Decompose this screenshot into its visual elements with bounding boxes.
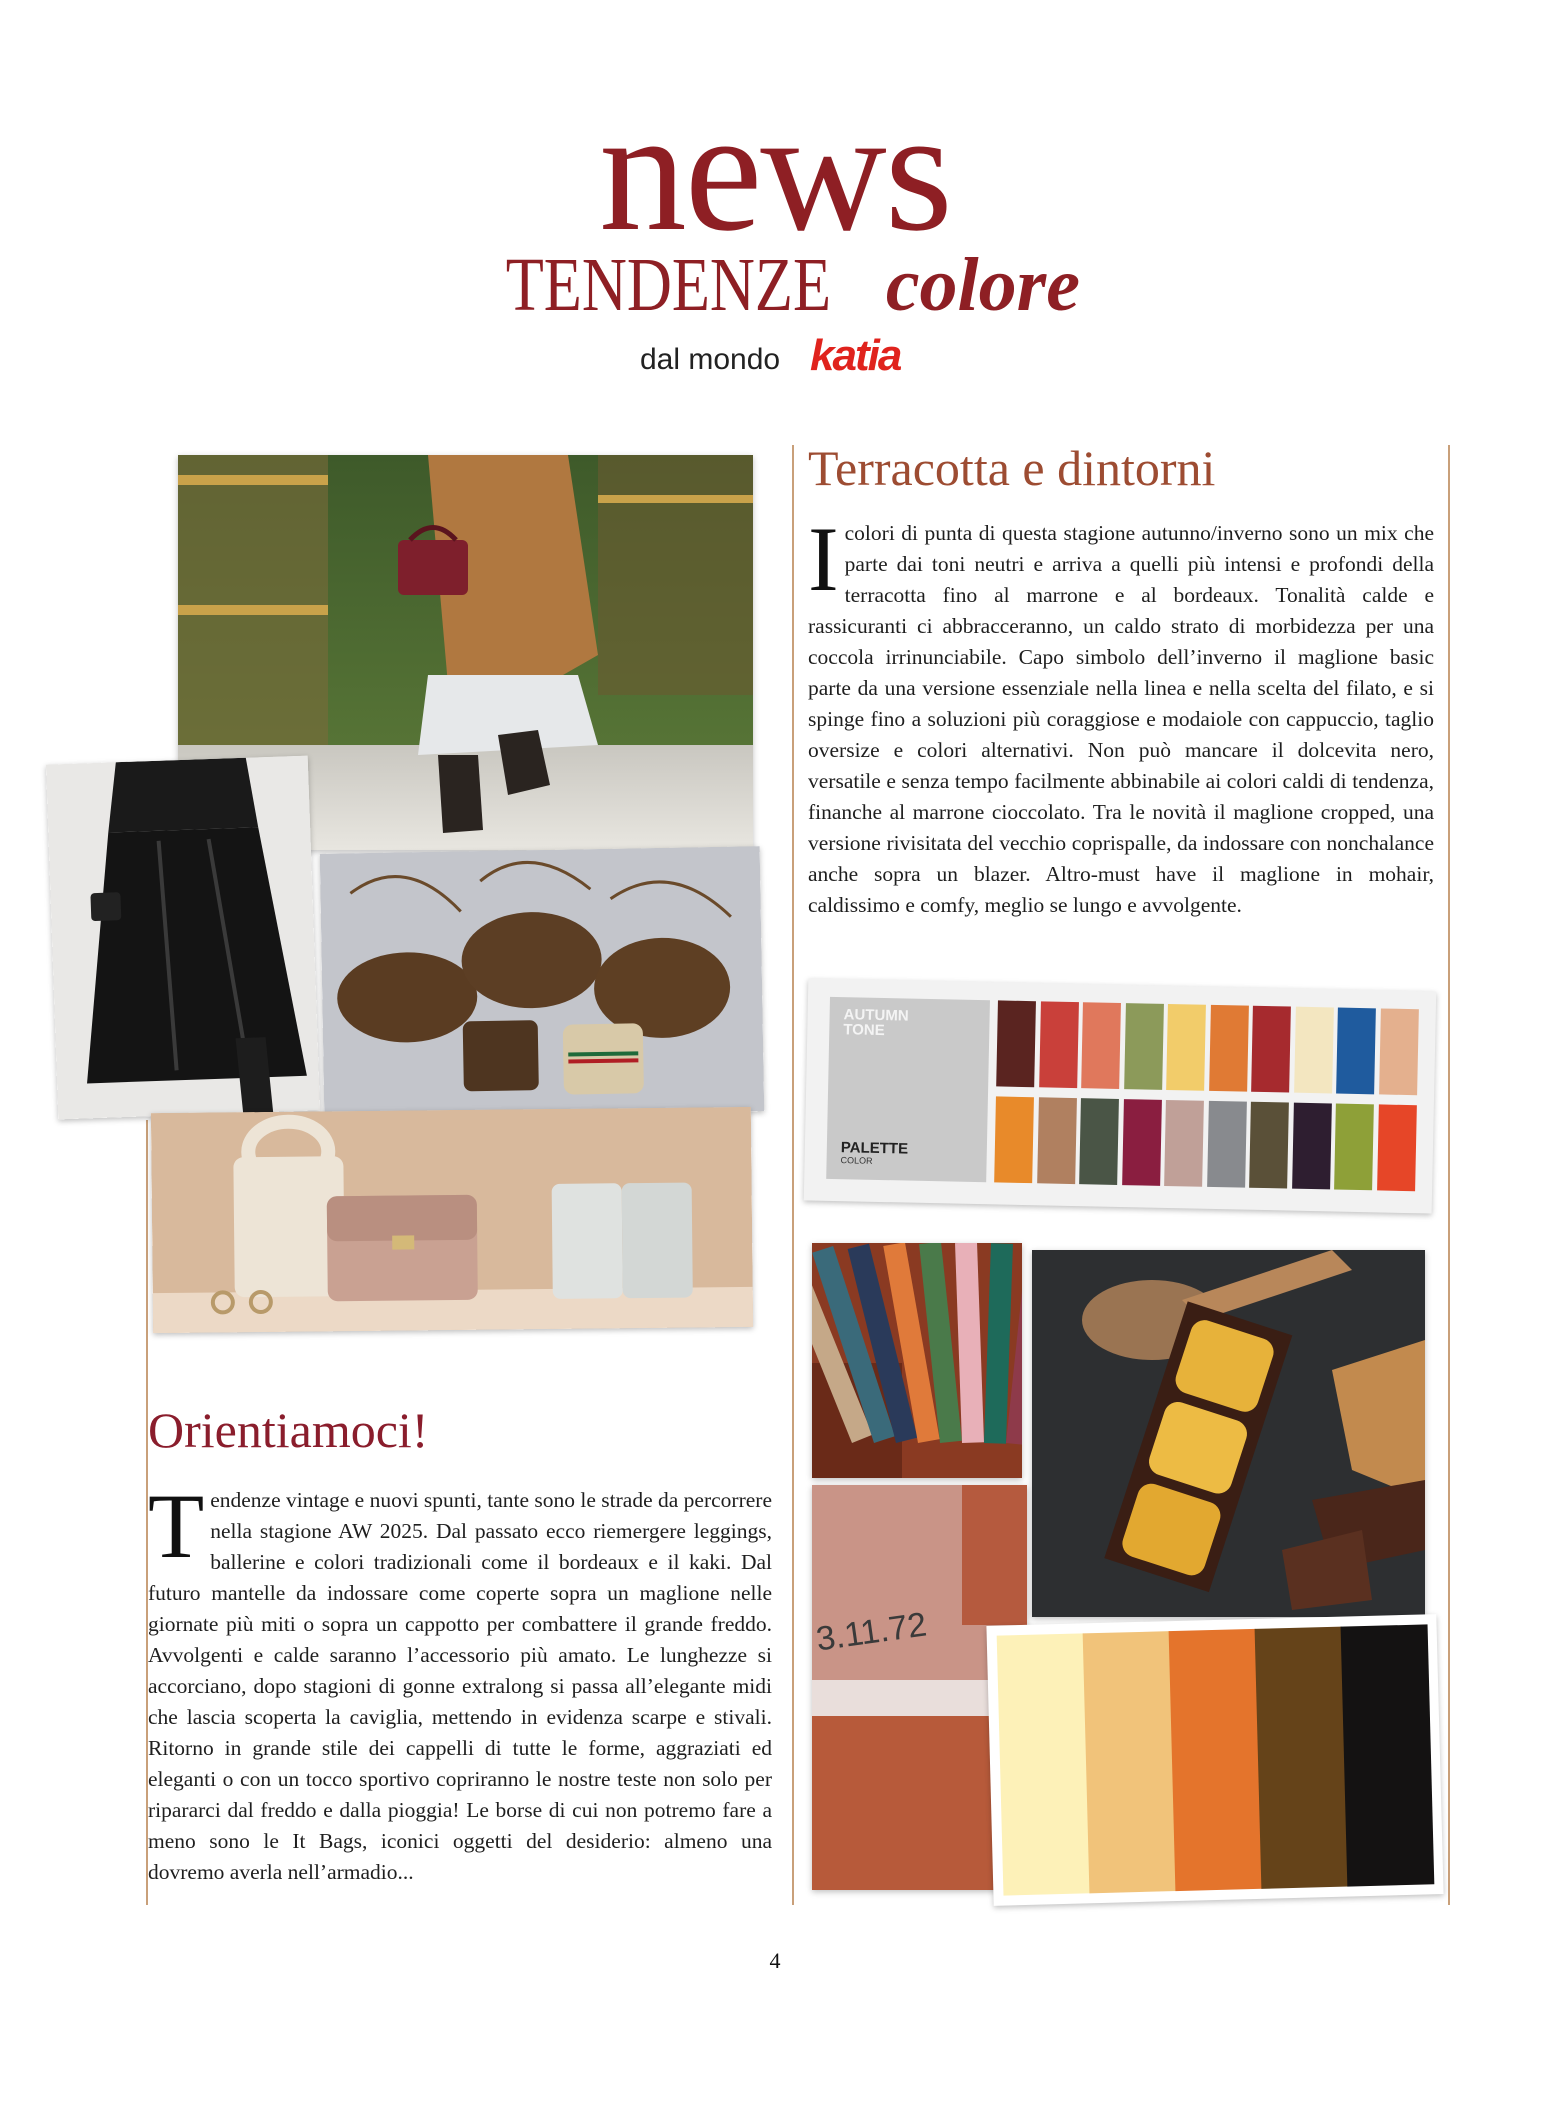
palette-swatch [1379, 1008, 1419, 1095]
article-text-orientiamoci: endenze vintage e nuovi spunti, tante sono le strade da percorrere nella stagione AW 2025. Dal passato ecco riemergere leggings, ballerine e colori tradizionali come il bordeaux e il kaki. Dal futuro mantelle da indossare come coperte sopra un maglione nelle giornate più miti o sopra un cappotto per combattere il grande freddo. Avvolgenti e calde saranno l’accessorio più amato. Le lunghezze si accorciano, dopo stagioni di gonne extralong si passa all’elegante midi che lascia scoperta la caviglia, mettendo in evidenza scarpe e stivali. Ritorno in grande stile dei cappelli di tutte le forme, aggraziati ed eleganti o con un tocco sportivo copriranno le nostre teste non solo per ripararci dal freddo e dalla pioggia! Le borse di cui non potremo fare a meno sono le It Bags, iconici oggetti del desiderio: almeno una dovremo averla nell’armadio... [148, 1488, 772, 1884]
color-stripes-card [986, 1614, 1443, 1906]
colore-word: colore [885, 243, 1080, 327]
katia-logo: katia [810, 331, 901, 380]
palette-swatch [1334, 1104, 1374, 1191]
masthead-news: news [599, 73, 951, 267]
article-body-orientiamoci [148, 1475, 772, 1888]
palette-swatch [1039, 1001, 1079, 1088]
palette-swatch [1037, 1097, 1077, 1184]
chip-code: 3.11.72 [813, 1605, 929, 1659]
tendenze-word: TENDENZE [505, 243, 832, 327]
palette-swatch [1207, 1101, 1247, 1188]
palette-swatch [1336, 1008, 1376, 1095]
palette-label-bottom: PALETTE [840, 1139, 909, 1158]
palette-label-top: AUTUMN TONE [843, 1006, 909, 1040]
palette-swatch [1292, 1103, 1332, 1190]
photo-vintage-bags [320, 846, 765, 1119]
photo-leather-skirt [46, 756, 320, 1120]
page-number: 4 [769, 1948, 781, 1973]
color-stripe [1169, 1629, 1262, 1891]
palette-swatches [994, 1000, 1423, 1193]
photo-quilted-bags [151, 1107, 753, 1333]
article-body-terracotta [808, 508, 1434, 921]
palette-swatch [1251, 1006, 1291, 1093]
palette-swatch [1079, 1098, 1119, 1185]
palette-swatch [1122, 1099, 1162, 1186]
palette-swatch [1166, 1004, 1206, 1091]
article-text-terracotta: colori di punta di questa stagione autunno/inverno sono un mix che parte dai toni neutri e arriva a quelli più intensi e profondi della terracotta fino al marrone e al bordeaux. Tonalità calde e rassicuranti ci abbracceranno, un caldo strato di morbidezza per una coccola irrinunciabile. Capo simbolo dell’inverno il maglione basic parte da una versione essenziale nella linea e nella scelta del filato, e si spinge fino a soluzioni più coraggiose e modaiole con cappuccio, taglio oversize e colori alternativi. Non può mancare il dolcevita nero, versatile e senza tempo facilmente abbinabile ai colori caldi di tendenza, finanche al marrone cioccolato. Tra le novità il maglione cropped, una versione rivisitata del vecchio coprispalle, da indossare con nonchalance anche sopra un blazer. Altro-must have il maglione in mohair, caldissimo e comfy, meglio se lungo e avvolgente. [808, 521, 1434, 917]
article-title-orientiamoci: Orientiamoci! [148, 1402, 429, 1458]
left-column-rule [792, 445, 794, 1905]
palette-swatch [1377, 1104, 1417, 1191]
color-stripe [1255, 1627, 1348, 1889]
dropcap-t: T [148, 1475, 205, 1577]
palette-swatch [994, 1096, 1034, 1183]
masthead-subtitle [0, 245, 1550, 325]
palette-swatch [1249, 1102, 1289, 1189]
chip-dark-tab [962, 1485, 1027, 1625]
dal-mondo-label: dal mondo [640, 343, 781, 376]
palette-swatch [996, 1000, 1036, 1087]
palette-swatch [1164, 1100, 1204, 1187]
right-column-rule [1448, 445, 1450, 1905]
palette-swatch [1124, 1003, 1164, 1090]
autumn-palette-card [804, 978, 1437, 1213]
palette-swatch [1209, 1005, 1249, 1092]
palette-swatch [1081, 1002, 1121, 1089]
article-title-terracotta: Terracotta e dintorni [808, 440, 1216, 496]
color-stripe [1341, 1624, 1434, 1886]
photo-chocolate-caramel [1032, 1250, 1425, 1617]
color-stripe [997, 1633, 1090, 1895]
palette-label-panel [826, 997, 990, 1182]
dropcap-i: I [808, 508, 839, 610]
palette-swatch [1294, 1007, 1334, 1094]
palette-label-sub: COLOR [840, 1155, 873, 1166]
color-stripe [1083, 1631, 1176, 1893]
photo-fabric-swatches [812, 1243, 1022, 1478]
